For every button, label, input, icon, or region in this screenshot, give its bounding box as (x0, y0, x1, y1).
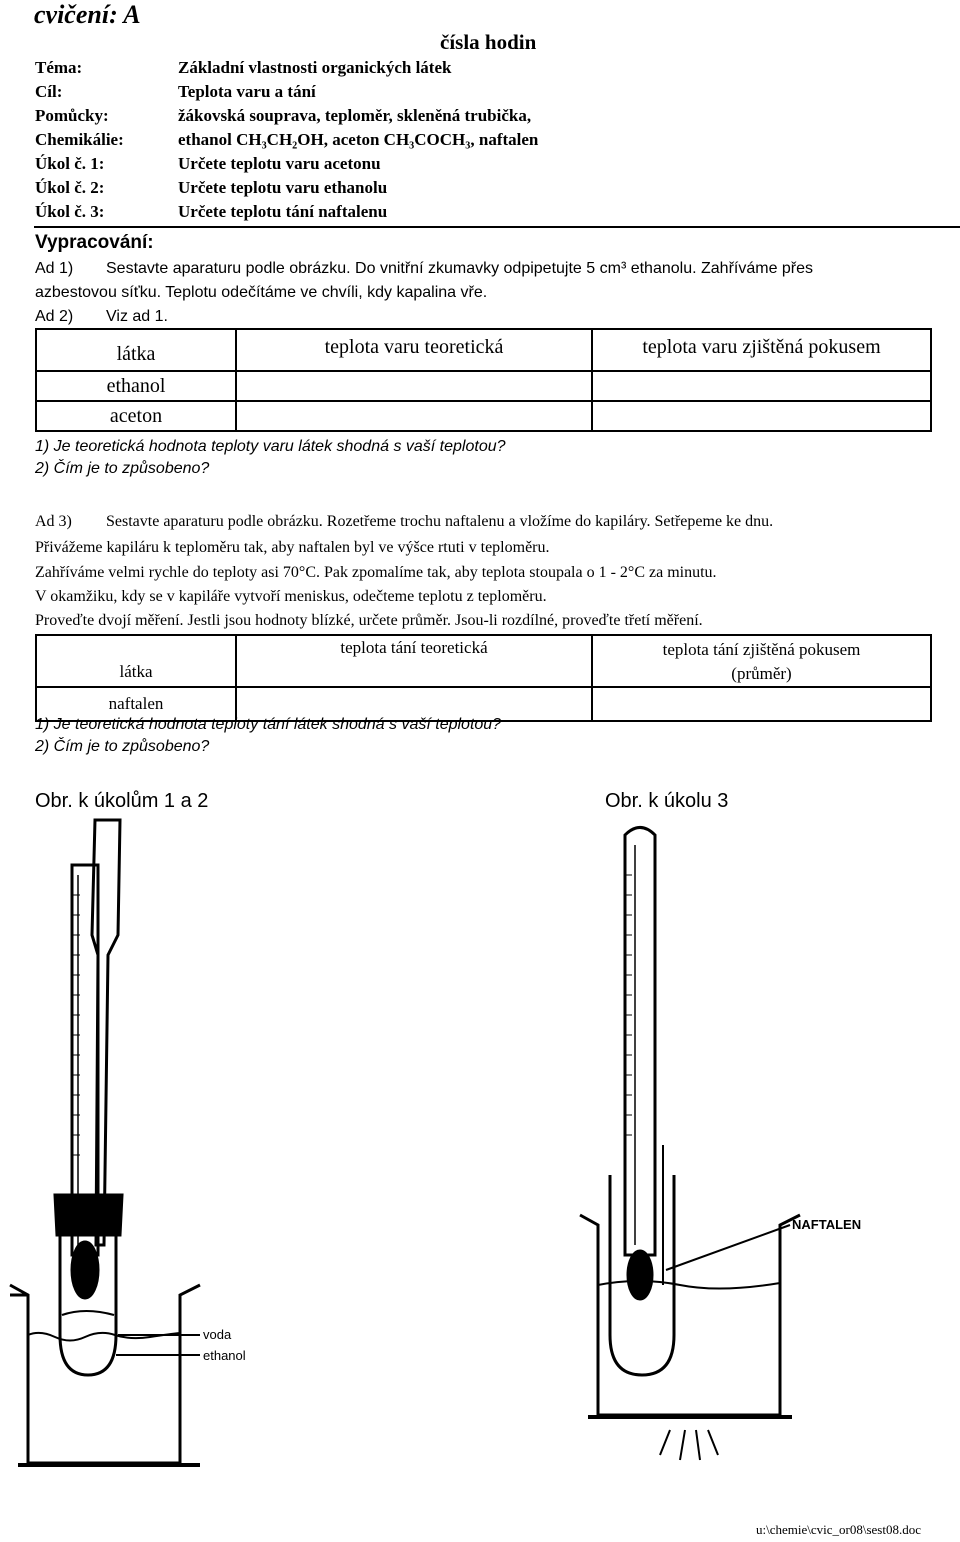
ad2-label: Ad 2) (35, 308, 74, 325)
figure-caption-right: Obr. k úkolu 3 (605, 790, 729, 812)
page-title: cvičení: A (34, 0, 141, 29)
ad2-text: Viz ad 1. (106, 308, 168, 325)
info-value-ukol1: Určete teplotu varu acetonu (178, 154, 381, 173)
info-label-ukol1: Úkol č. 1: (35, 154, 105, 173)
table2-row-naftalen: naftalen (36, 687, 236, 721)
table2-header-theoretical: teplota tání teoretická (236, 635, 592, 687)
table1-cell-empty[interactable] (236, 371, 592, 401)
table1-cell-empty[interactable] (592, 371, 931, 401)
ad1-text: Sestavte aparaturu podle obrázku. Do vnitřní zkumavky odpipetujte 5 cm³ ethanolu. Zahříváme přes (106, 260, 814, 277)
info-value-cil: Teplota varu a tání (178, 82, 316, 101)
hours-label: čísla hodin (440, 30, 537, 54)
table2-header-measured-line2: (průměr) (731, 664, 792, 683)
table2-header-measured-line1: teplota tání zjištěná pokusem (662, 640, 861, 659)
table1-cell-empty[interactable] (236, 401, 592, 431)
info-value-ukol2: Určete teplotu varu ethanolu (178, 178, 388, 197)
table2-header-substance: látka (36, 635, 236, 687)
info-value-tema: Základní vlastnosti organických látek (178, 58, 452, 77)
question2-1: 1) Je teoretická hodnota teploty tání látek shodná s vaší teplotou? (35, 716, 502, 733)
boiling-table (35, 328, 932, 432)
ad1-label: Ad 1) (35, 260, 74, 277)
label-voda: voda (203, 1327, 232, 1342)
table2-cell-empty[interactable] (592, 687, 931, 721)
table2-header-measured (592, 635, 931, 687)
ad3-line-2: Přivážeme kapiláru k teploměru tak, aby naftalen byl ve výšce rtuti v teploměru. (35, 539, 550, 556)
info-label-tema: Téma: (35, 58, 83, 77)
label-naftalen: NAFTALEN (792, 1217, 862, 1232)
info-label-ukol3: Úkol č. 3: (35, 202, 105, 221)
table1-header-measured: teplota varu zjištěná pokusem (592, 329, 931, 371)
ad1-text-2: azbestovou síťku. Teplotu odečítáme ve chvíli, kdy kapalina vře. (35, 284, 488, 301)
question1-1: 1) Je teoretická hodnota teploty varu látek shodná s vaší teplotou? (35, 438, 506, 455)
info-value-chemikalie: ethanol CH₃CH₂OH, aceton CH₃COCH₃, naftalen (178, 130, 539, 149)
ad3-label: Ad 3) (35, 513, 72, 530)
info-label-cil: Cíl: (35, 82, 63, 101)
info-value-pomucky: žákovská souprava, teploměr, skleněná trubička, (178, 106, 532, 125)
info-label-chemikalie: Chemikálie: (35, 130, 124, 149)
melting-table (35, 634, 932, 722)
melting-apparatus-figure (570, 815, 890, 1470)
question1-2: 2) Čím je to způsobeno? (35, 460, 210, 477)
ad3-line-5: Proveďte dvojí měření. Jestli jsou hodnoty blízké, určete průměr. Jsou-li rozdílné, proveďte třetí měření. (35, 612, 703, 629)
work-heading: Vypracování: (35, 232, 154, 253)
label-ethanol: ethanol (203, 1348, 246, 1363)
table1-cell-empty[interactable] (592, 401, 931, 431)
footer-path: u:\chemie\cvic_or08\sest08.doc (756, 1522, 921, 1537)
info-label-ukol2: Úkol č. 2: (35, 178, 105, 197)
ad3-line-4: V okamžiku, kdy se v kapiláře vytvoří meniskus, odečteme teplotu z teploměru. (35, 588, 547, 605)
ad3-line-3: Zahříváme velmi rychle do teploty asi 70°C. Pak zpomalíme tak, aby teplota stoupala o 1 - 2°C za minutu. (35, 564, 717, 581)
info-value-ukol3: Určete teplotu tání naftalenu (178, 202, 388, 221)
ad3-line-1: Sestavte aparaturu podle obrázku. Rozetřeme trochu naftalenu a vložíme do kapiláry. Setřepeme ke dnu. (106, 513, 774, 530)
question2-2: 2) Čím je to způsobeno? (35, 738, 210, 755)
figure-caption-left: Obr. k úkolům 1 a 2 (35, 790, 209, 812)
header-divider (34, 226, 960, 228)
table1-header-theoretical: teplota varu teoretická (236, 329, 592, 371)
info-label-pomucky: Pomůcky: (35, 106, 109, 125)
boiling-apparatus-figure (0, 815, 420, 1470)
table1-row-ethanol: ethanol (36, 371, 236, 401)
table1-header-substance: látka (36, 329, 236, 371)
table1-row-aceton: aceton (36, 401, 236, 431)
